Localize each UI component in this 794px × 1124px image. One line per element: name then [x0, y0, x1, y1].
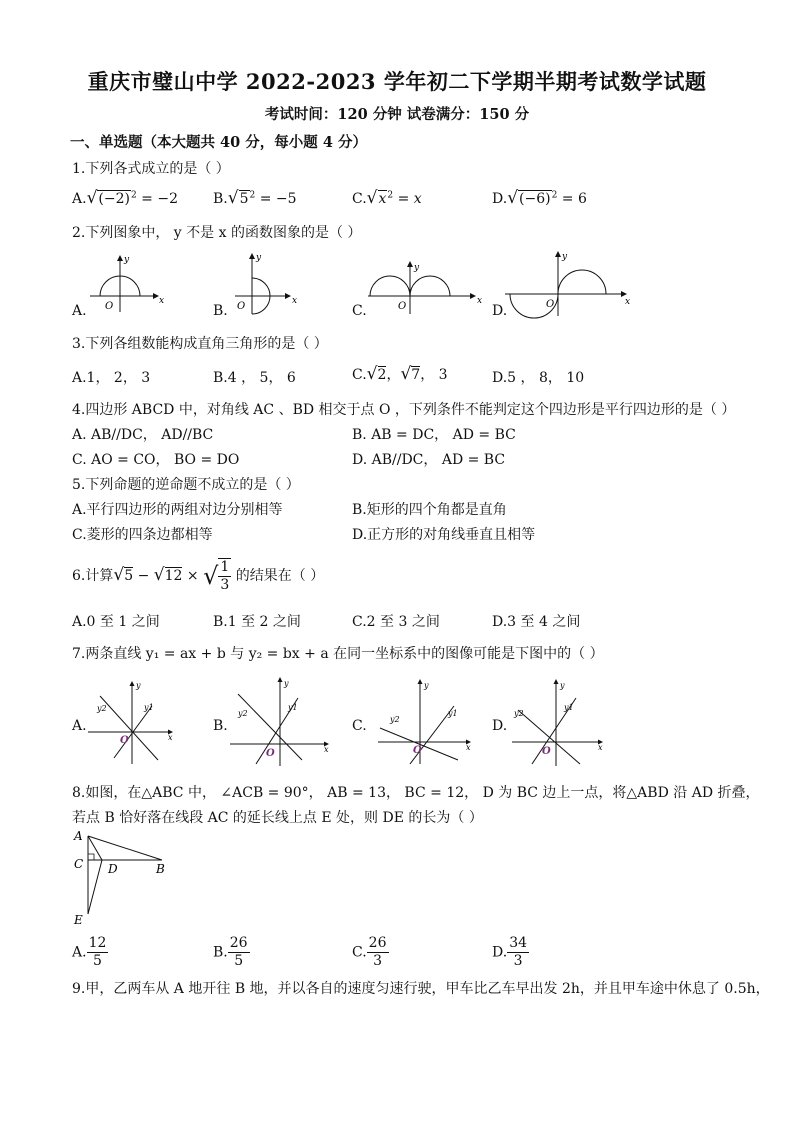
q7-c-y: y: [424, 681, 429, 690]
q5-option-d: D.正方形的对角线垂直且相等: [352, 527, 536, 543]
q7-c-y2: y2: [390, 715, 400, 724]
q7-graph-d: [512, 680, 603, 766]
q9-stem: 9.甲，乙两车从 A 地开往 B 地，并以各自的速度匀速行驶，甲车比乙车早出发 2h，并且甲车途中休息了 0.5h，: [72, 981, 770, 997]
exam-info: 考试时间：120 分钟 试卷满分：150 分: [264, 106, 530, 123]
q2-graph-d: [505, 252, 630, 318]
q1-option-b: $B.√5^2 = -5$: [213, 188, 297, 208]
q7-a-y: y: [136, 681, 141, 690]
q6-option-b: B.1 至 2 之间: [213, 614, 301, 630]
q4-option-b: B. AB = DC， AD = BC: [352, 427, 516, 443]
q7-c-x: x: [466, 743, 471, 752]
q6-option-d: D.3 至 4 之间: [492, 614, 581, 630]
q2-graph-a: [90, 255, 164, 312]
q2-d-x: x: [625, 297, 630, 307]
q4-option-c: C. AO = CO， BO = DO: [72, 452, 240, 468]
q2-graph-b: [235, 253, 297, 314]
q7-b-x: x: [324, 745, 329, 754]
q1-option-d: $D.√(-6)^2 = 6$: [492, 188, 587, 208]
q2-c-x: x: [477, 296, 483, 306]
q7-c-origin: O: [413, 745, 422, 756]
q8-option-c: C. $\frac{26}{3}$: [352, 935, 387, 969]
q7-label-c: C.: [352, 718, 367, 734]
q5-option-b: B.矩形的四个角都是直角: [352, 502, 507, 518]
q8-option-a: A. $\frac{12}{5}$: [72, 935, 107, 969]
q5-option-a: A.平行四边形的两组对边分别相等: [72, 502, 283, 518]
q6-option-a: A.0 至 1 之间: [72, 614, 160, 630]
q2-label-c: C.: [352, 303, 367, 319]
q5-option-c: C.菱形的四条边都相等: [72, 527, 213, 543]
q3-option-b: B.4 ， 5， 6: [213, 370, 296, 386]
q2-b-x: x: [292, 296, 298, 306]
q2-c-origin: O: [398, 301, 407, 312]
q7-label-a: A.: [72, 718, 87, 734]
page-title: 重庆市璧山中学 2022-2023 学年初二下学期半期考试数学试题: [87, 69, 707, 94]
q5-stem: 5.下列命题的逆命题不成立的是（ ）: [72, 477, 300, 493]
q8-figure: [70, 826, 180, 930]
q7-graph-a: [88, 681, 173, 764]
q7-a-y1: y1: [144, 703, 154, 712]
q2-d-origin: O: [546, 299, 555, 310]
q8-stem-line1: 8.如图，在△ABC 中， ∠ACB = 90°， AB = 13， BC = 12， D 为 BC 边上一点，将△ABD 沿 AD 折叠，: [72, 785, 760, 801]
q8-option-d: D. $\frac{34}{3}$: [492, 935, 528, 969]
q4-option-d: D. AB//DC， AD = BC: [352, 452, 506, 468]
q7-label-d: D.: [492, 718, 508, 734]
q2-graph-c: [368, 262, 482, 314]
q7-stem: 7.两条直线 y₁ = ax + b 与 y₂ = bx + a 在同一坐标系中的图像可能是下图中的（ ）: [72, 646, 604, 662]
q7-label-b: B.: [213, 718, 228, 734]
q7-c-y1: y1: [448, 709, 458, 718]
q4-stem: 4.四边形 ABCD 中，对角线 AC 、BD 相交于点 O ，下列条件不能判定这个四边形是平行四边形的是（ ）: [72, 402, 736, 418]
q7-b-y: y: [284, 679, 289, 688]
q4-option-a: A. AB//DC， AD//BC: [72, 427, 214, 443]
q7-a-y2: y2: [97, 704, 107, 713]
q2-a-y: y: [124, 255, 130, 265]
q8-point-c: C: [74, 857, 84, 871]
q8-point-d: D: [108, 862, 118, 876]
q2-b-y: y: [256, 253, 262, 263]
q8-point-b: B: [156, 862, 165, 876]
q7-b-y1: y1: [288, 703, 298, 712]
q6-option-c: C.2 至 3 之间: [352, 614, 440, 630]
q2-stem: 2.下列图象中， y 不是 x 的函数图象的是（ ）: [72, 225, 362, 241]
section-heading: 一、单选题（本大题共 40 分，每小题 4 分）: [70, 134, 367, 151]
q3-stem: 3.下列各组数能构成直角三角形的是（ ）: [72, 336, 328, 352]
q8-stem-line2: 若点 B 恰好落在线段 AC 的延长线上点 E 处，则 DE 的长为（ ）: [72, 810, 483, 826]
q7-b-y2: y2: [238, 709, 248, 718]
q7-graph-c: [378, 680, 471, 764]
q7-a-origin: O: [120, 735, 129, 746]
q7-d-origin: O: [542, 746, 551, 757]
q7-d-x: x: [598, 743, 603, 752]
q3-option-d: D.5 ， 8， 10: [492, 370, 585, 386]
q7-graph-b: [230, 678, 329, 766]
q8-option-b: B. $\frac{26}{5}$: [213, 935, 248, 969]
q2-label-a: A.: [72, 303, 87, 319]
q1-option-c: $C.√x^2 = x$: [352, 188, 422, 208]
q2-a-x: x: [159, 296, 165, 306]
q7-d-y1: y1: [564, 703, 574, 712]
q7-figures: [80, 676, 610, 768]
q7-d-y: y: [560, 681, 565, 690]
q2-label-b: B.: [213, 303, 228, 319]
q2-a-origin: O: [105, 301, 114, 312]
q7-d-y2: y2: [514, 709, 524, 718]
q1-stem: 1.下列各式成立的是（ ）: [72, 161, 230, 177]
q7-a-x: x: [168, 733, 173, 742]
q6-stem: 6.计算√5 − √12 × √ $\frac{1}{3}$ 的结果在（ ）: [72, 559, 325, 593]
q3-option-c: C.√2，√7， 3: [352, 364, 448, 384]
q8-point-a: A: [74, 829, 83, 843]
q8-point-e: E: [74, 913, 83, 927]
q2-label-d: D.: [492, 303, 508, 319]
q1-option-a: $A.√(-2)^2 = -2$: [72, 188, 178, 208]
q3-option-a: A.1， 2， 3: [72, 370, 151, 386]
q2-d-y: y: [562, 252, 568, 262]
q2-c-y: y: [414, 263, 420, 273]
q2-b-origin: O: [237, 301, 246, 312]
q2-figures: [70, 248, 630, 320]
q7-b-origin: O: [266, 748, 275, 759]
